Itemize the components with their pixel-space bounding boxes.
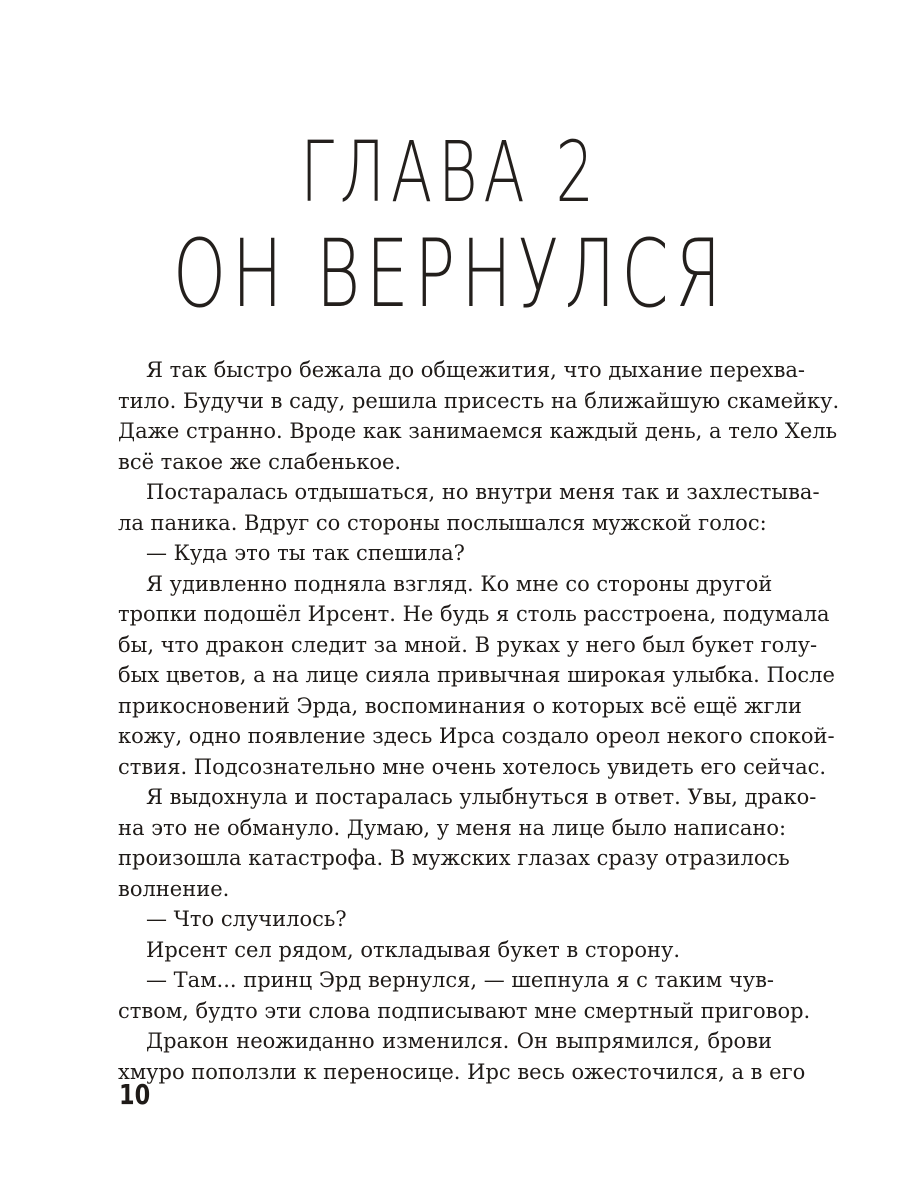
text-line: ством, будто эти слова подписывают мне смертный приговор. <box>118 998 811 1023</box>
text-line: бы, что дракон следит за мной. В руках у него был букет голу- <box>118 632 818 657</box>
text-line: Постаралась отдышаться, но внутри меня так и захлестыва- <box>146 480 820 504</box>
text-line: кожу, одно появление здесь Ирса создало ореол некого спокой- <box>118 724 835 748</box>
text-line: волнение. <box>118 876 230 901</box>
text-line: произошла катастрофа. В мужских глазах сразу отразилось <box>118 846 790 870</box>
text-line: тило. Будучи в саду, решила присесть на ближайшую скамейку. <box>118 388 840 413</box>
text-line: на это не обмануло. Думаю, у меня на лице было написано: <box>118 815 787 840</box>
text-line: — Что случилось? <box>146 907 347 931</box>
text-line: бых цветов, а на лице сияла привычная широкая улыбка. После <box>118 663 835 687</box>
text-line: всё такое же слабенькое. <box>118 449 402 474</box>
chapter-number: ГЛАВА 2 <box>300 123 600 221</box>
text-line: Даже странно. Вроде как занимаемся каждый день, а тело Хель <box>118 419 838 443</box>
text-line: ствия. Подсознательно мне очень хотелось увидеть его сейчас. <box>118 754 827 779</box>
page-number: 10 <box>119 1078 151 1111</box>
text-line: Дракон неожиданно изменился. Он выпрямился, брови <box>146 1029 772 1053</box>
text-line: тропки подошёл Ирсент. Не будь я столь расстроена, подумала <box>118 602 830 626</box>
text-line: хмуро поползли к переносице. Ирс весь ожесточился, а в его <box>118 1059 806 1084</box>
text-line: ла паника. Вдруг со стороны послышался мужской голос: <box>118 510 767 535</box>
text-line: — Куда это ты так спешила? <box>146 541 465 565</box>
text-line: Я удивленно подняла взгляд. Ко мне со стороны другой <box>146 571 773 596</box>
chapter-title: ОН ВЕРНУЛСЯ <box>172 220 728 329</box>
text-line: прикосновений Эрда, воспоминания о которых всё ещё жгли <box>118 693 802 718</box>
text-line: — Там... принц Эрд вернулся, — шепнула я с таким чув- <box>146 968 775 992</box>
text-line: Я выдохнула и постаралась улыбнуться в ответ. Увы, драко- <box>146 785 817 809</box>
text-line: Ирсент сел рядом, откладывая букет в сторону. <box>146 937 681 962</box>
chapter-body-text <box>118 355 840 1087</box>
text-line: Я так быстро бежала до общежития, что дыхание перехва- <box>146 358 806 382</box>
